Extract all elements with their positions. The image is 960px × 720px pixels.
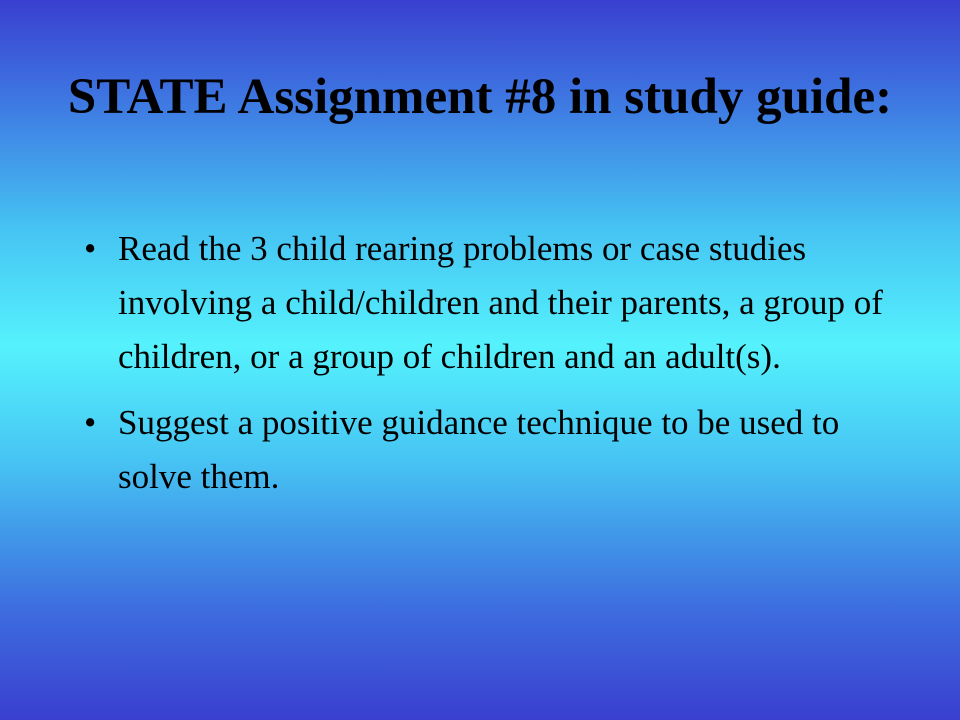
bullet-list xyxy=(84,222,884,516)
bullet-marker: • xyxy=(84,229,97,268)
bullet-text: Suggest a positive guidance technique to be used to solve them. xyxy=(118,403,840,496)
slide-title: STATE Assignment #8 in study guide: xyxy=(67,69,893,125)
bullet-marker: • xyxy=(84,403,97,442)
bullet-text: Read the 3 child rearing problems or case studies involving a child/children and their parents, a group of children, or a group of children and an adult(s). xyxy=(118,229,883,376)
bullet-item xyxy=(84,222,884,384)
bullet-item xyxy=(84,396,884,504)
